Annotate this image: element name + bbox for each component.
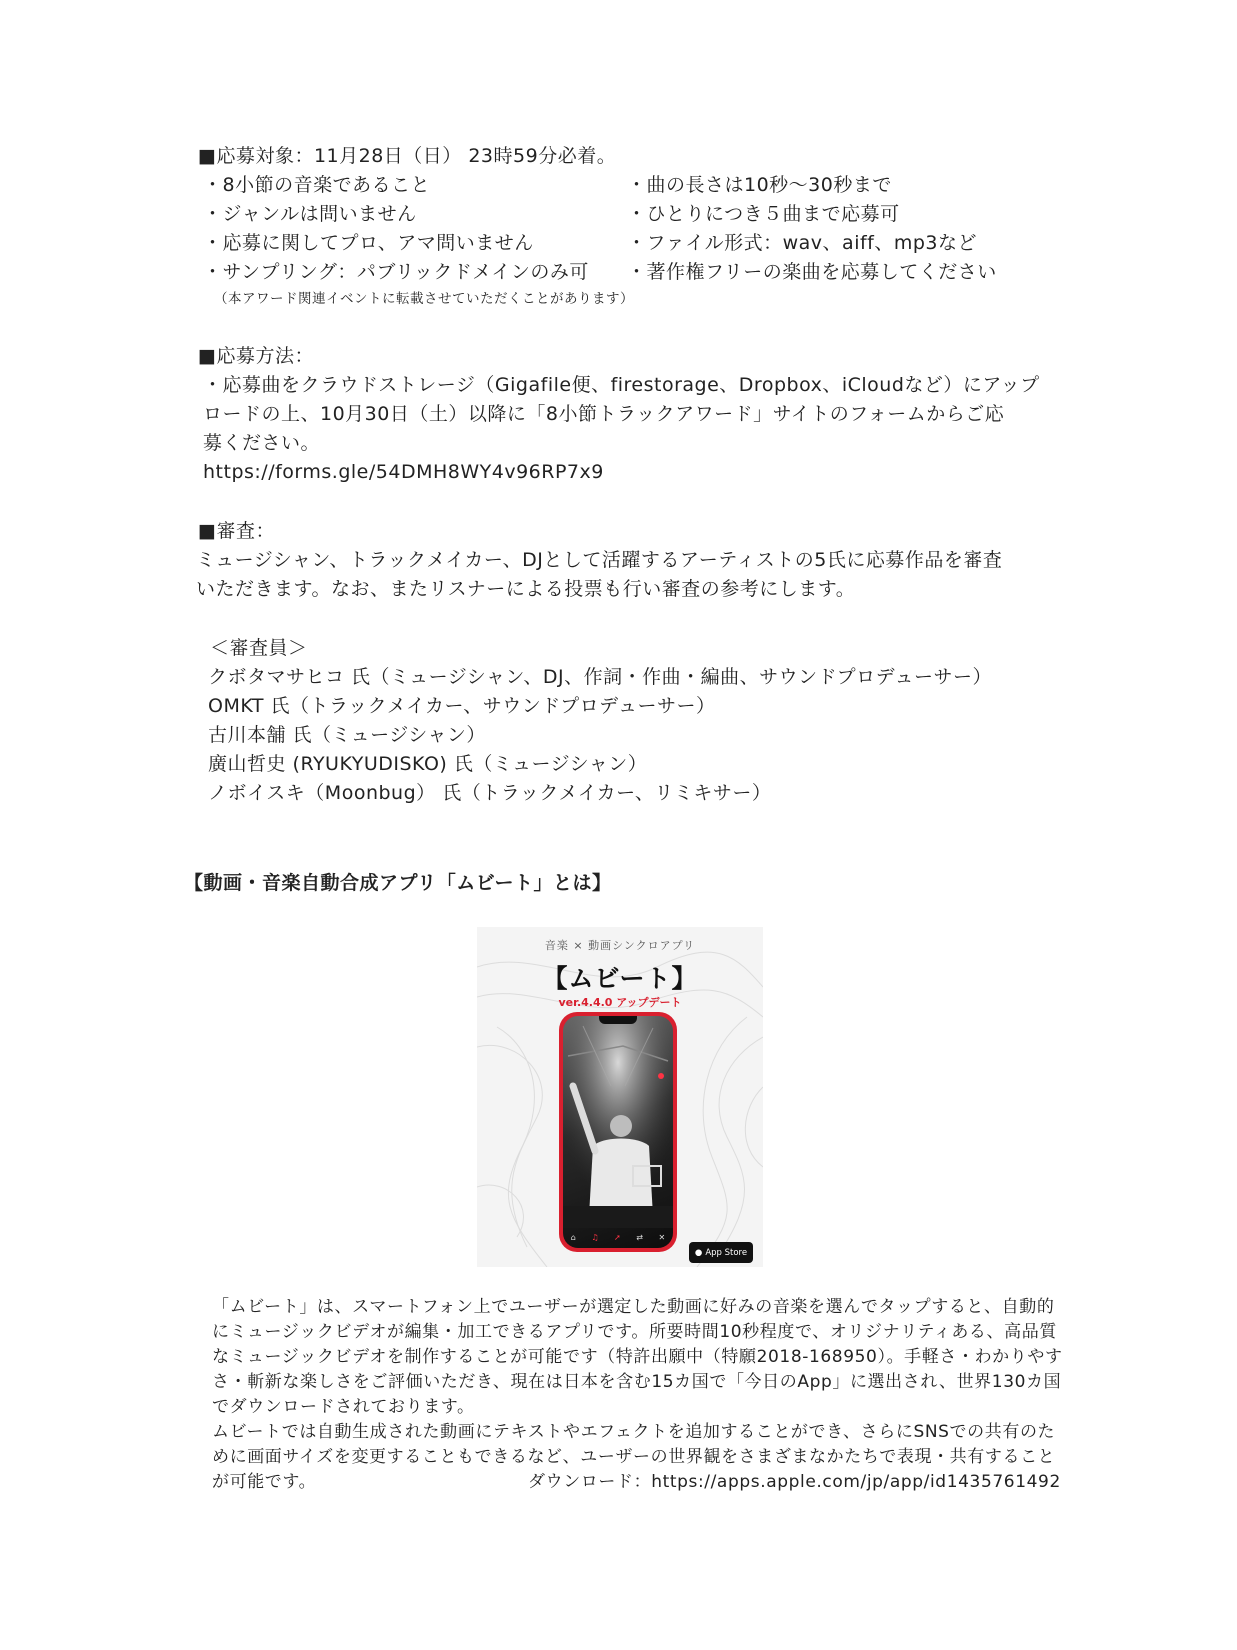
close-icon: ✕ [658,1233,666,1242]
app-store-badge[interactable] [689,1242,753,1263]
entry-condition: ・8小節の音楽であること [203,174,431,196]
app-description-line: にミュージックビデオが編集・加工できるアプリです。所要時間10秒程度で、オリジナリティある、高品質 [212,1322,1057,1342]
download-link[interactable]: ダウンロード：https://apps.apple.com/jp/app/id1435761492 [528,1472,1061,1492]
app-description-line: めに画面サイズを変更することもできるなど、ユーザーの世界観をさまざまなかたちで表現・共有すること [212,1447,1056,1467]
share-icon: ⇄ [636,1233,643,1242]
entry-condition: ・ジャンルは問いません [203,203,417,225]
entry-condition: ・応募に関してプロ、アマ問いません [203,232,534,254]
method-line: ロードの上、10月30日（土）以降に「8小節トラックアワード」サイトのフォームからご応 [203,403,1005,425]
method-line: 募ください。 [203,432,321,454]
app-description-line: でダウンロードされております。 [212,1397,475,1417]
judge-item: OMKT 氏（トラックメイカー、サウンドプロデューサー） [208,695,716,717]
app-description-line: が可能です。 [212,1472,317,1492]
app-description-line: ムビートでは自動生成された動画にテキストやエフェクトを追加することができ、さらにSNSでの共有のた [212,1422,1056,1442]
app-heading: 【動画・音楽自動合成アプリ「ムビート」とは】 [184,872,612,894]
method-heading: ■応募方法： [198,345,314,367]
app-promo-image [477,927,763,1267]
music-icon: ♫ [591,1233,599,1242]
app-store-label: App Store [705,1247,748,1258]
app-description-line: さ・斬新な楽しさをご評価いただき、現在は日本を含む15カ国で「今日のApp」に選出され、世界130カ国 [212,1372,1062,1392]
entry-heading: ■応募対象：11月28日（日） 23時59分必着。 [198,145,617,167]
home-icon: ⌂ [570,1233,576,1242]
app-description-line: 「ムビート」は、スマートフォン上でユーザーが選定した動画に好みの音楽を選んでタップすると、自動的 [212,1297,1055,1317]
review-line: いただきます。なお、またリスナーによる投票も行い審査の参考にします。 [196,578,856,600]
entry-condition: ・サンプリング：パブリックドメインのみ可 [203,261,589,283]
entry-condition: ・ファイル形式：wav、aiff、mp3など [627,232,978,254]
phone-screen [563,1016,673,1248]
review-line: ミュージシャン、トラックメイカー、DJとして活躍するアーティストの5氏に応募作品を審査 [196,549,1003,571]
app-description-line: なミュージックビデオを制作することが可能です（特許出願中（特願2018-168950）。手軽さ・わかりやす [212,1347,1063,1367]
judge-item: クボタマサヒコ 氏（ミュージシャン、DJ、作詞・作曲・編曲、サウンドプロデューサー） [208,666,993,688]
performer-photo [563,1016,673,1248]
entry-condition: ・著作権フリーの楽曲を応募してください [627,261,997,283]
judge-item: ノボイスキ（Moonbug） 氏（トラックメイカー、リミキサー） [208,782,772,804]
phone-tab-bar [563,1233,673,1242]
judge-item: 古川本舗 氏（ミュージシャン） [208,724,486,746]
phone-notch [599,1016,637,1024]
phone-mockup [559,1012,677,1252]
judges-heading: ＜審査員＞ [210,637,308,659]
promo-subtitle: 音楽 × 動画シンクロアプリ [544,939,696,952]
judge-item: 廣山哲史 (RYUKYUDISKO) 氏（ミュージシャン） [208,753,648,775]
create-icon: ➚ [614,1233,621,1242]
entry-condition: ・ひとりにつき５曲まで応募可 [627,203,900,225]
apple-icon: ● [694,1247,703,1258]
entry-condition: ・曲の長さは10秒～30秒まで [627,174,892,196]
promo-title: 【ムビート】 [542,964,698,993]
promo-version: ver.4.4.0 アップデート [558,996,682,1009]
entry-note: （本アワード関連イベントに転載させていただくことがあります） [214,291,634,307]
method-line: ・応募曲をクラウドストレージ（Gigafile便、firestorage、Dropbox、iCloudなど）にアップ [203,374,1040,396]
review-heading: ■審査： [198,520,275,542]
form-url-link[interactable]: https://forms.gle/54DMH8WY4v96RP7x9 [203,461,604,483]
